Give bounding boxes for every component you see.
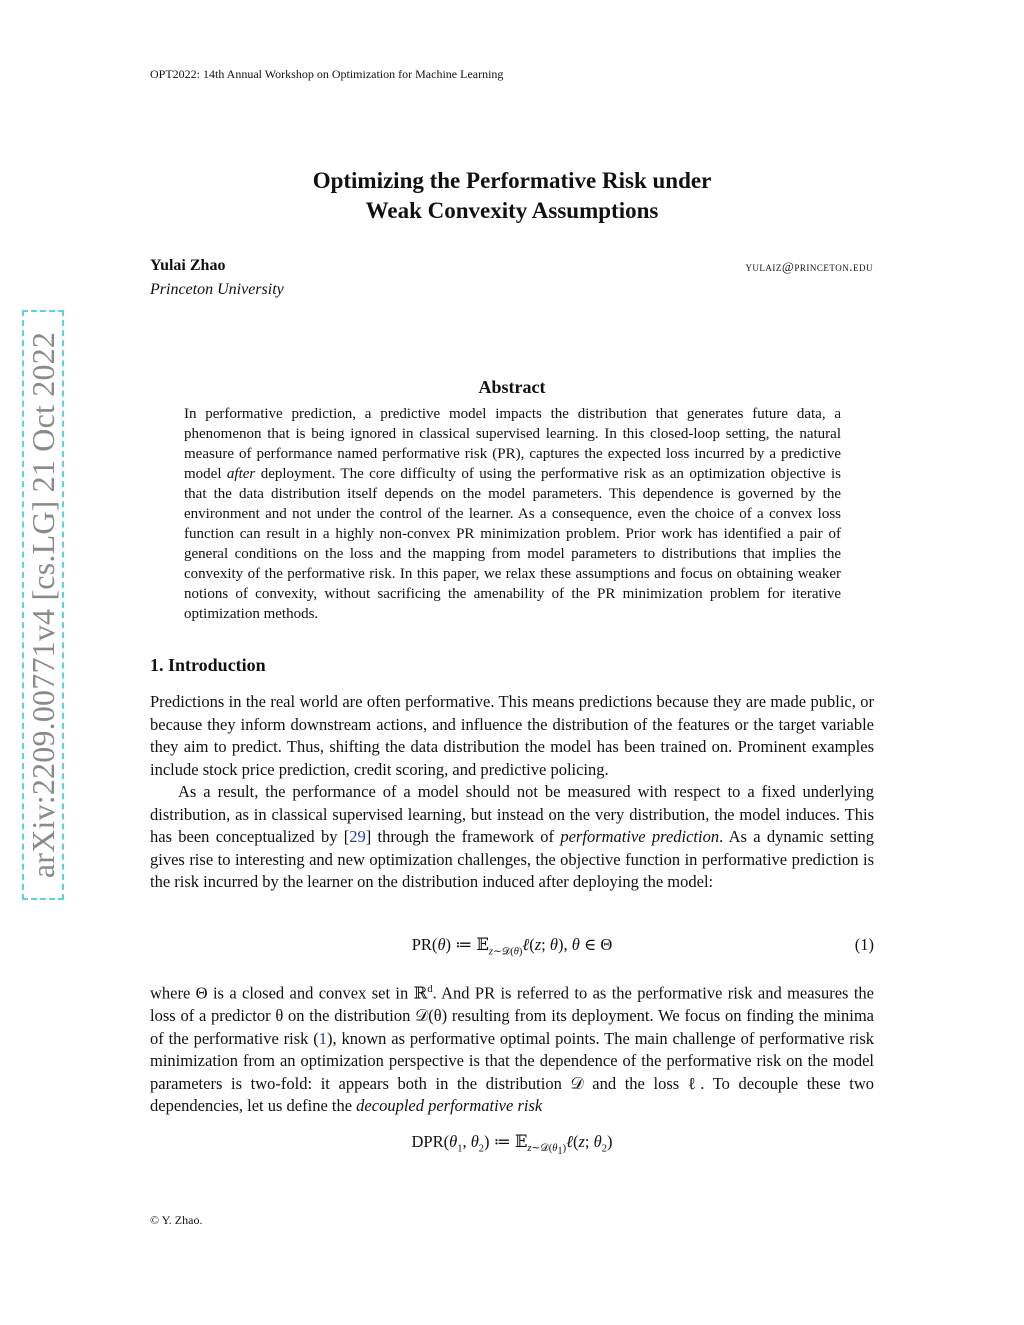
intro-paragraph-1: Predictions in the real world are often performative. This means predictions because they are made public, or because they inform downstream actions, and influence the distribution of the features or the target variable they aim to predict. Thus, shifting the data distribution the model has been trained on. Prominent examples include stock price prediction, credit scoring, and predictive policing. bbox=[150, 692, 874, 779]
title-line-1: Optimizing the Performative Risk under bbox=[312, 168, 712, 193]
author-name: Yulai Zhao bbox=[150, 257, 226, 274]
equation-dpr-body: $DPR(\theta_1$, $\theta_2$) ≔ 𝔼$_{z\sim 𝒟(\theta_1)}$ℓ(z; $\theta_2$) bbox=[411, 1132, 613, 1158]
abstract-body: In performative prediction, a predictive model impacts the distribution that generates future data, a phenomenon that is being ignored in classical supervised learning. In this closed-loop setting, the natural measure of performance named performative risk (PR), captures the expected loss incurred by a predictive model after deployment. The core difficulty of using the performative risk as an optimization objective is that the data distribution itself depends on the model parameters. This dependence is governed by the environment and not under the control of the learner. As a consequence, even the choice of a convex loss function can result in a highly non-convex PR minimization problem. Prior work has identified a pair of general conditions on the loss and the mapping from model parameters to distributions that implies the convexity of the performative risk. In this paper, we relax these assumptions and focus on obtaining weaker notions of convexity, without sacrificing the amenability of the PR minimization problem for iterative optimization methods. bbox=[184, 406, 841, 622]
pr-abbrev: PR bbox=[497, 446, 516, 462]
emphasis-decoupled-risk: decoupled performative risk bbox=[356, 1096, 543, 1115]
section-heading-introduction: 1. Introduction bbox=[150, 655, 266, 675]
arxiv-side-stamp[interactable]: arXiv:2209.00771v4 [cs.LG] 21 Oct 2022 bbox=[22, 310, 64, 900]
intro-paragraph-2: As a result, the performance of a model should not be measured with respect to a fixed underlying distribution, as in classical supervised learning, but instead on the very distribution, the model induces. This has been conceptualized by [29] through the framework of performative prediction. As a dynamic setting gives rise to interesting and new optimization challenges, the objective function in performative prediction is the risk incurred by the learner on the distribution induced after deploying the model: bbox=[150, 782, 874, 891]
venue-header: OPT2022: 14th Annual Workshop on Optimization for Machine Learning bbox=[150, 67, 504, 81]
pr-abbrev: PR bbox=[597, 586, 616, 602]
pr-abbrev: PR bbox=[456, 526, 475, 542]
title-line-2: Weak Convexity Assumptions bbox=[365, 198, 659, 223]
emphasis-after: after bbox=[226, 466, 256, 482]
equation-number: (1) bbox=[854, 935, 874, 954]
abstract-heading: Abstract bbox=[478, 377, 546, 397]
equation-dpr bbox=[150, 1132, 874, 1157]
emphasis-performative-prediction: performative prediction bbox=[560, 827, 720, 846]
equation-1-body: PR(θ) ≔ 𝔼$_{z\sim 𝒟(\theta)}$ℓ(z; θ), θ ∈ Θ bbox=[411, 935, 613, 958]
equation-reference-link[interactable]: 1 bbox=[318, 1028, 328, 1048]
equation-1 bbox=[150, 935, 874, 958]
copyright-footer: © Y. Zhao. bbox=[150, 1213, 203, 1227]
author-affiliation: Princeton University bbox=[150, 281, 284, 298]
paper-title bbox=[0, 166, 1024, 226]
intro-paragraph-3: where Θ is a closed and convex set in ℝ$^d$. And PR is referred to as the performative risk and measures the loss of a predictor θ on the distribution 𝒟(θ) resulting from its deployment. We focus on finding the minima of the performative risk (1), known as performative optimal points. The main challenge of performative risk minimization from an optimization perspective is that the dependence of the performative risk on the model parameters is two-fold: it appears both in the distribution 𝒟 and the loss ℓ. To decouple these two dependencies, let us define the decoupled performative risk bbox=[150, 983, 874, 1115]
citation-link[interactable]: 29 bbox=[349, 827, 366, 846]
author-email[interactable]: yulaiz@princeton.edu bbox=[745, 259, 873, 274]
